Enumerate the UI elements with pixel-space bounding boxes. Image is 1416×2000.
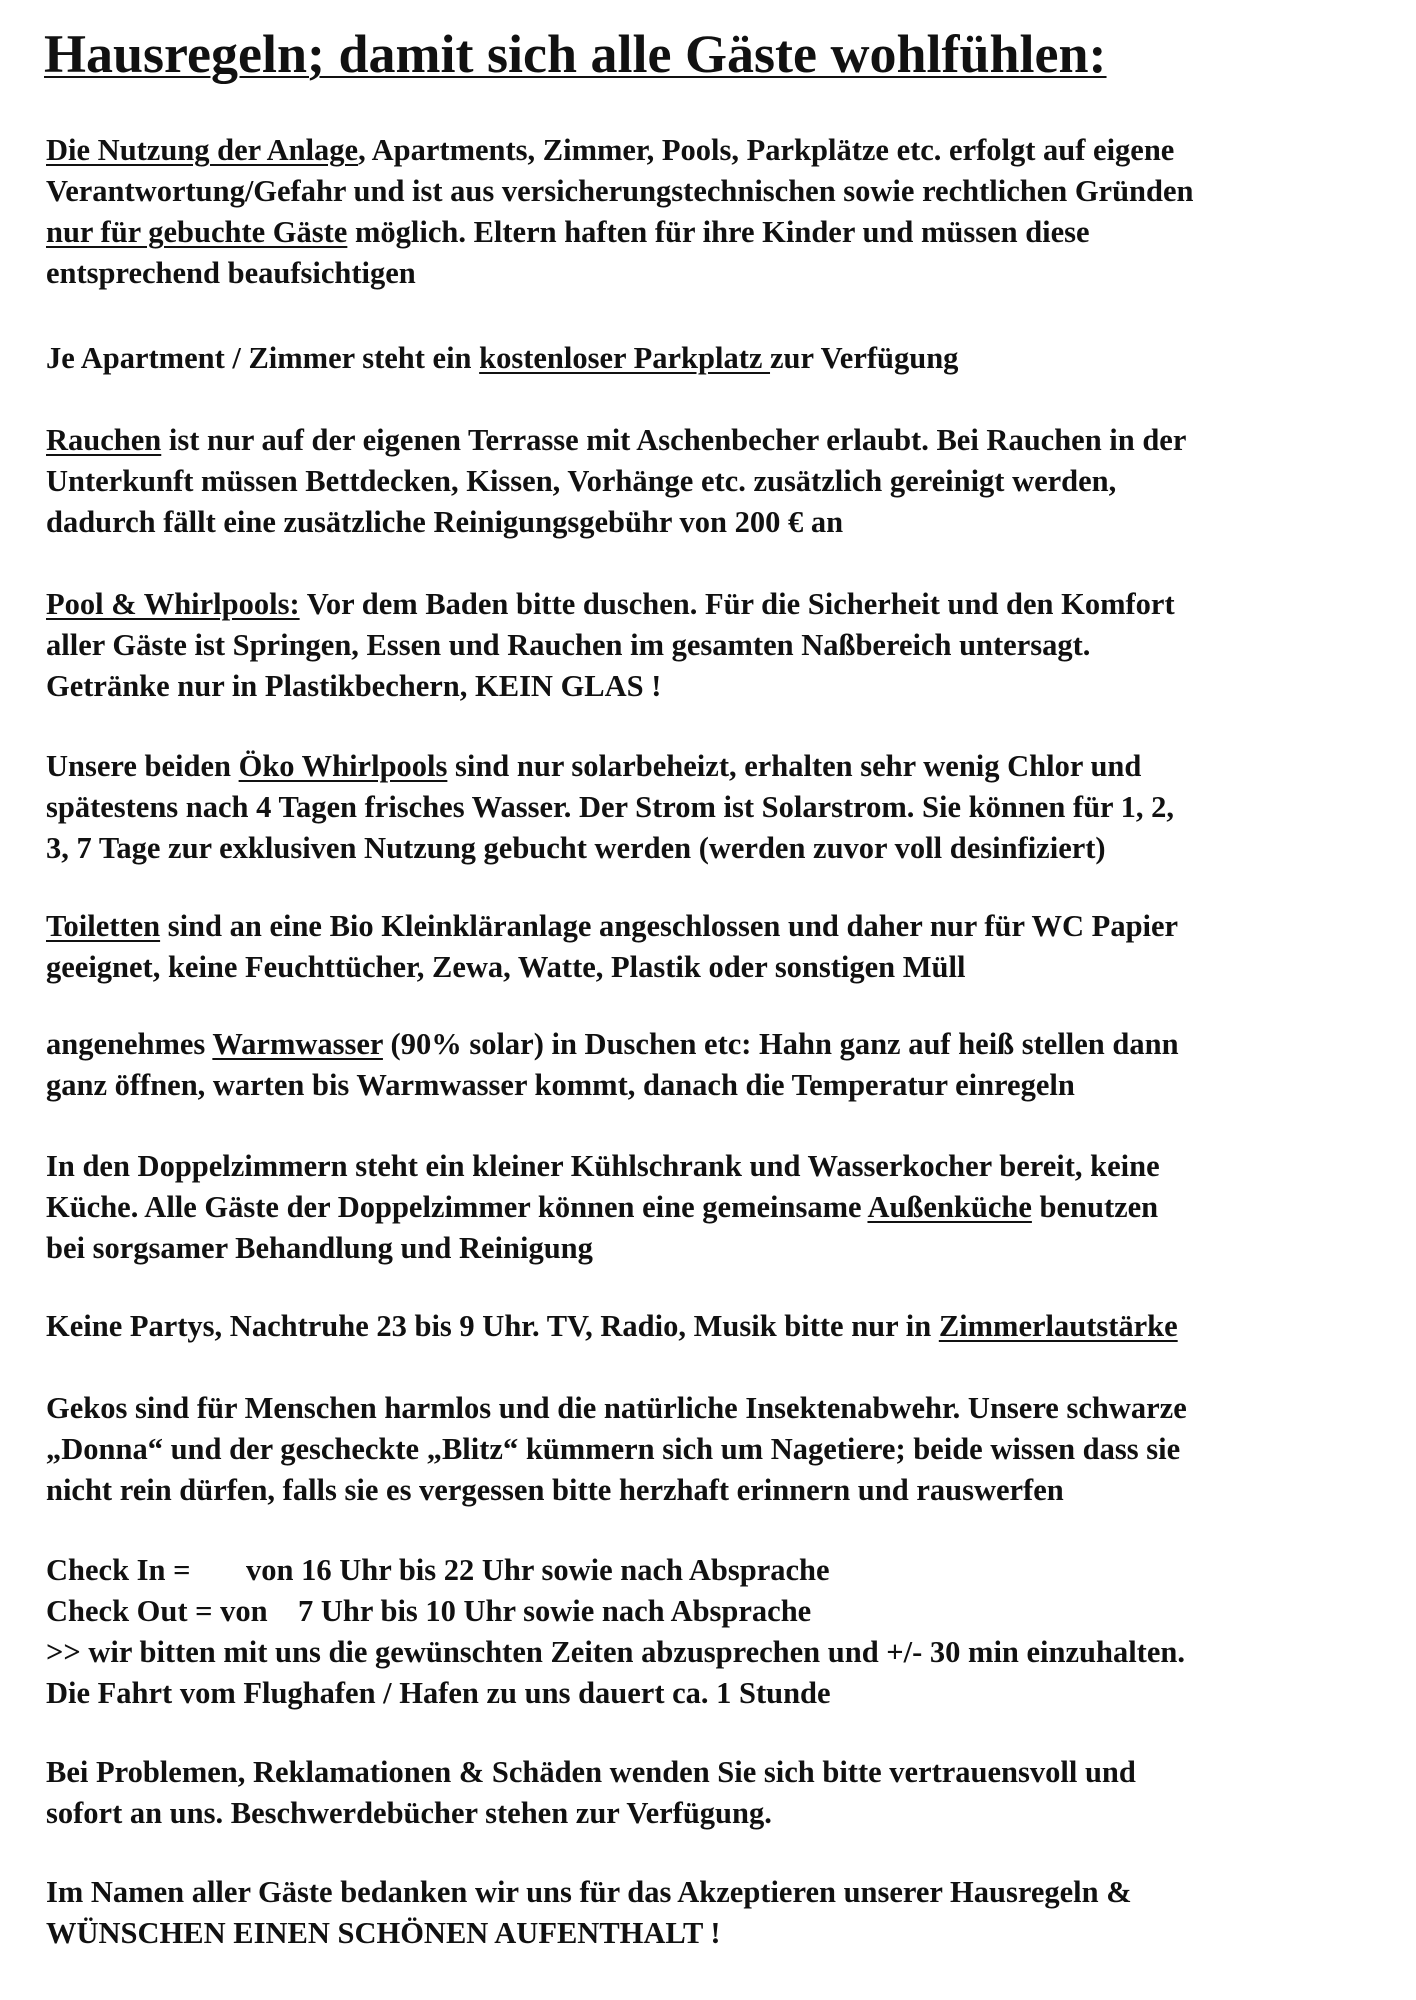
text-line bbox=[46, 1187, 1386, 1228]
paragraph-hot-water bbox=[46, 1024, 1386, 1106]
paragraph-smoking bbox=[46, 420, 1386, 543]
text-span: ist nur auf der eigenen Terrasse mit Aschenbecher erlaubt. Bei Rauchen in der bbox=[161, 423, 1187, 457]
paragraph-double-rooms bbox=[46, 1146, 1386, 1269]
text-line bbox=[46, 1591, 1386, 1632]
paragraph-quiet-hours bbox=[46, 1306, 1386, 1347]
text-line bbox=[46, 212, 1386, 253]
text-line bbox=[46, 746, 1386, 787]
underlined-phrase: Rauchen bbox=[46, 423, 162, 457]
text-span: möglich. Eltern haften für ihre Kinder und müssen diese bbox=[347, 215, 1090, 249]
text-span: Küche. Alle Gäste der Doppelzimmer können eine gemeinsame bbox=[46, 1190, 868, 1224]
text-line: bei sorgsamer Behandlung und Reinigung bbox=[46, 1231, 593, 1265]
text-span: (90% solar) in Duschen etc: Hahn ganz auf heiß stellen dann bbox=[382, 1027, 1179, 1061]
text-span: zur Verfügung bbox=[770, 341, 959, 375]
text-line: sofort an uns. Beschwerdebücher stehen zur Verfügung. bbox=[46, 1796, 772, 1830]
paragraph-parking bbox=[46, 338, 1386, 379]
paragraph-eco-whirlpools bbox=[46, 746, 1386, 869]
underlined-phrase: Öko Whirlpools bbox=[238, 749, 448, 783]
underlined-phrase: nur für gebuchte Gäste bbox=[46, 215, 348, 249]
text-span: Je Apartment / Zimmer steht ein bbox=[46, 341, 480, 375]
text-line: WÜNSCHEN EINEN SCHÖNEN AUFENTHALT ! bbox=[46, 1916, 721, 1950]
text-line: nicht rein dürfen, falls sie es vergessen bitte herzhaft erinnern und rauswerfen bbox=[46, 1473, 1064, 1507]
text-line: Die Fahrt vom Flughafen / Hafen zu uns dauert ca. 1 Stunde bbox=[46, 1676, 831, 1710]
check-in-value: von 16 Uhr bis 22 Uhr sowie nach Absprache bbox=[246, 1553, 830, 1587]
paragraph-usage bbox=[46, 130, 1386, 294]
paragraph-pools bbox=[46, 584, 1386, 707]
text-line: 3, 7 Tage zur exklusiven Nutzung gebucht werden (werden zuvor voll desinfiziert) bbox=[46, 831, 1106, 865]
text-line: Bei Problemen, Reklamationen & Schäden wenden Sie sich bitte vertrauensvoll und bbox=[46, 1755, 1136, 1789]
text-line: >> wir bitten mit uns die gewünschten Zeiten abzusprechen und +/- 30 min einzuhalten. bbox=[46, 1635, 1185, 1669]
underlined-phrase: Die Nutzung der Anlage bbox=[46, 133, 359, 167]
paragraph-complaints bbox=[46, 1752, 1386, 1834]
underlined-phrase: Zimmerlautstärke bbox=[938, 1309, 1178, 1343]
text-span: , Apartments, Zimmer, Pools, Parkplätze etc. erfolgt auf eigene bbox=[358, 133, 1175, 167]
paragraph-animals bbox=[46, 1388, 1386, 1511]
text-line bbox=[46, 1550, 1386, 1591]
underlined-phrase: Warmwasser bbox=[212, 1027, 383, 1061]
text-line: Unterkunft müssen Bettdecken, Kissen, Vorhänge etc. zusätzlich gereinigt werden, bbox=[46, 464, 1117, 498]
check-out-label: Check Out = von bbox=[46, 1594, 268, 1628]
paragraph-check-in-out bbox=[46, 1550, 1386, 1714]
text-line: spätestens nach 4 Tagen frisches Wasser. Der Strom ist Solarstrom. Sie können für 1, 2, bbox=[46, 790, 1175, 824]
page-title: Hausregeln; damit sich alle Gäste wohlfühlen: bbox=[44, 24, 1107, 84]
text-line: ganz öffnen, warten bis Warmwasser kommt, danach die Temperatur einregeln bbox=[46, 1068, 1075, 1102]
text-span: sind an eine Bio Kleinkläranlage angeschlossen und daher nur für WC Papier bbox=[160, 909, 1179, 943]
underlined-phrase: Außenküche bbox=[867, 1190, 1032, 1224]
text-line bbox=[46, 338, 1386, 379]
text-line bbox=[46, 584, 1386, 625]
text-line bbox=[46, 906, 1386, 947]
text-line: Gekos sind für Menschen harmlos und die natürliche Insektenabwehr. Unsere schwarze bbox=[46, 1391, 1187, 1425]
text-line: In den Doppelzimmern steht ein kleiner Kühlschrank und Wasserkocher bereit, keine bbox=[46, 1149, 1160, 1183]
text-span: Keine Partys, Nachtruhe 23 bis 9 Uhr. TV, Radio, Musik bitte nur in bbox=[46, 1309, 939, 1343]
text-line: Getränke nur in Plastikbechern, KEIN GLAS ! bbox=[46, 669, 662, 703]
underlined-phrase: Pool & Whirlpools: bbox=[46, 587, 300, 621]
text-line: aller Gäste ist Springen, Essen und Rauchen im gesamten Naßbereich untersagt. bbox=[46, 628, 1091, 662]
paragraph-closing bbox=[46, 1872, 1386, 1954]
text-span: sind nur solarbeheizt, erhalten sehr wenig Chlor und bbox=[447, 749, 1142, 783]
text-line: „Donna“ und der gescheckte „Blitz“ kümmern sich um Nagetiere; beide wissen dass sie bbox=[46, 1432, 1181, 1466]
text-line: dadurch fällt eine zusätzliche Reinigungsgebühr von 200 € an bbox=[46, 505, 844, 539]
text-line: geeignet, keine Feuchttücher, Zewa, Watte, Plastik oder sonstigen Müll bbox=[46, 950, 966, 984]
text-line bbox=[46, 420, 1386, 461]
text-span: Vor dem Baden bitte duschen. Für die Sicherheit und den Komfort bbox=[299, 587, 1175, 621]
text-span: Unsere beiden bbox=[46, 749, 239, 783]
check-in-label: Check In = bbox=[46, 1553, 191, 1587]
text-span: angenehmes bbox=[46, 1027, 213, 1061]
text-line: Im Namen aller Gäste bedanken wir uns für das Akzeptieren unserer Hausregeln & bbox=[46, 1875, 1132, 1909]
text-line bbox=[46, 1306, 1386, 1347]
text-line bbox=[46, 130, 1386, 171]
underlined-phrase: kostenloser Parkplatz bbox=[479, 341, 771, 375]
text-span: benutzen bbox=[1031, 1190, 1159, 1224]
text-line: Verantwortung/Gefahr und ist aus versicherungstechnischen sowie rechtlichen Gründen bbox=[46, 174, 1194, 208]
text-line: entsprechend beaufsichtigen bbox=[46, 256, 416, 290]
underlined-phrase: Toiletten bbox=[46, 909, 161, 943]
check-out-value: 7 Uhr bis 10 Uhr sowie nach Absprache bbox=[298, 1594, 812, 1628]
paragraph-toilets bbox=[46, 906, 1386, 988]
text-line bbox=[46, 1024, 1386, 1065]
